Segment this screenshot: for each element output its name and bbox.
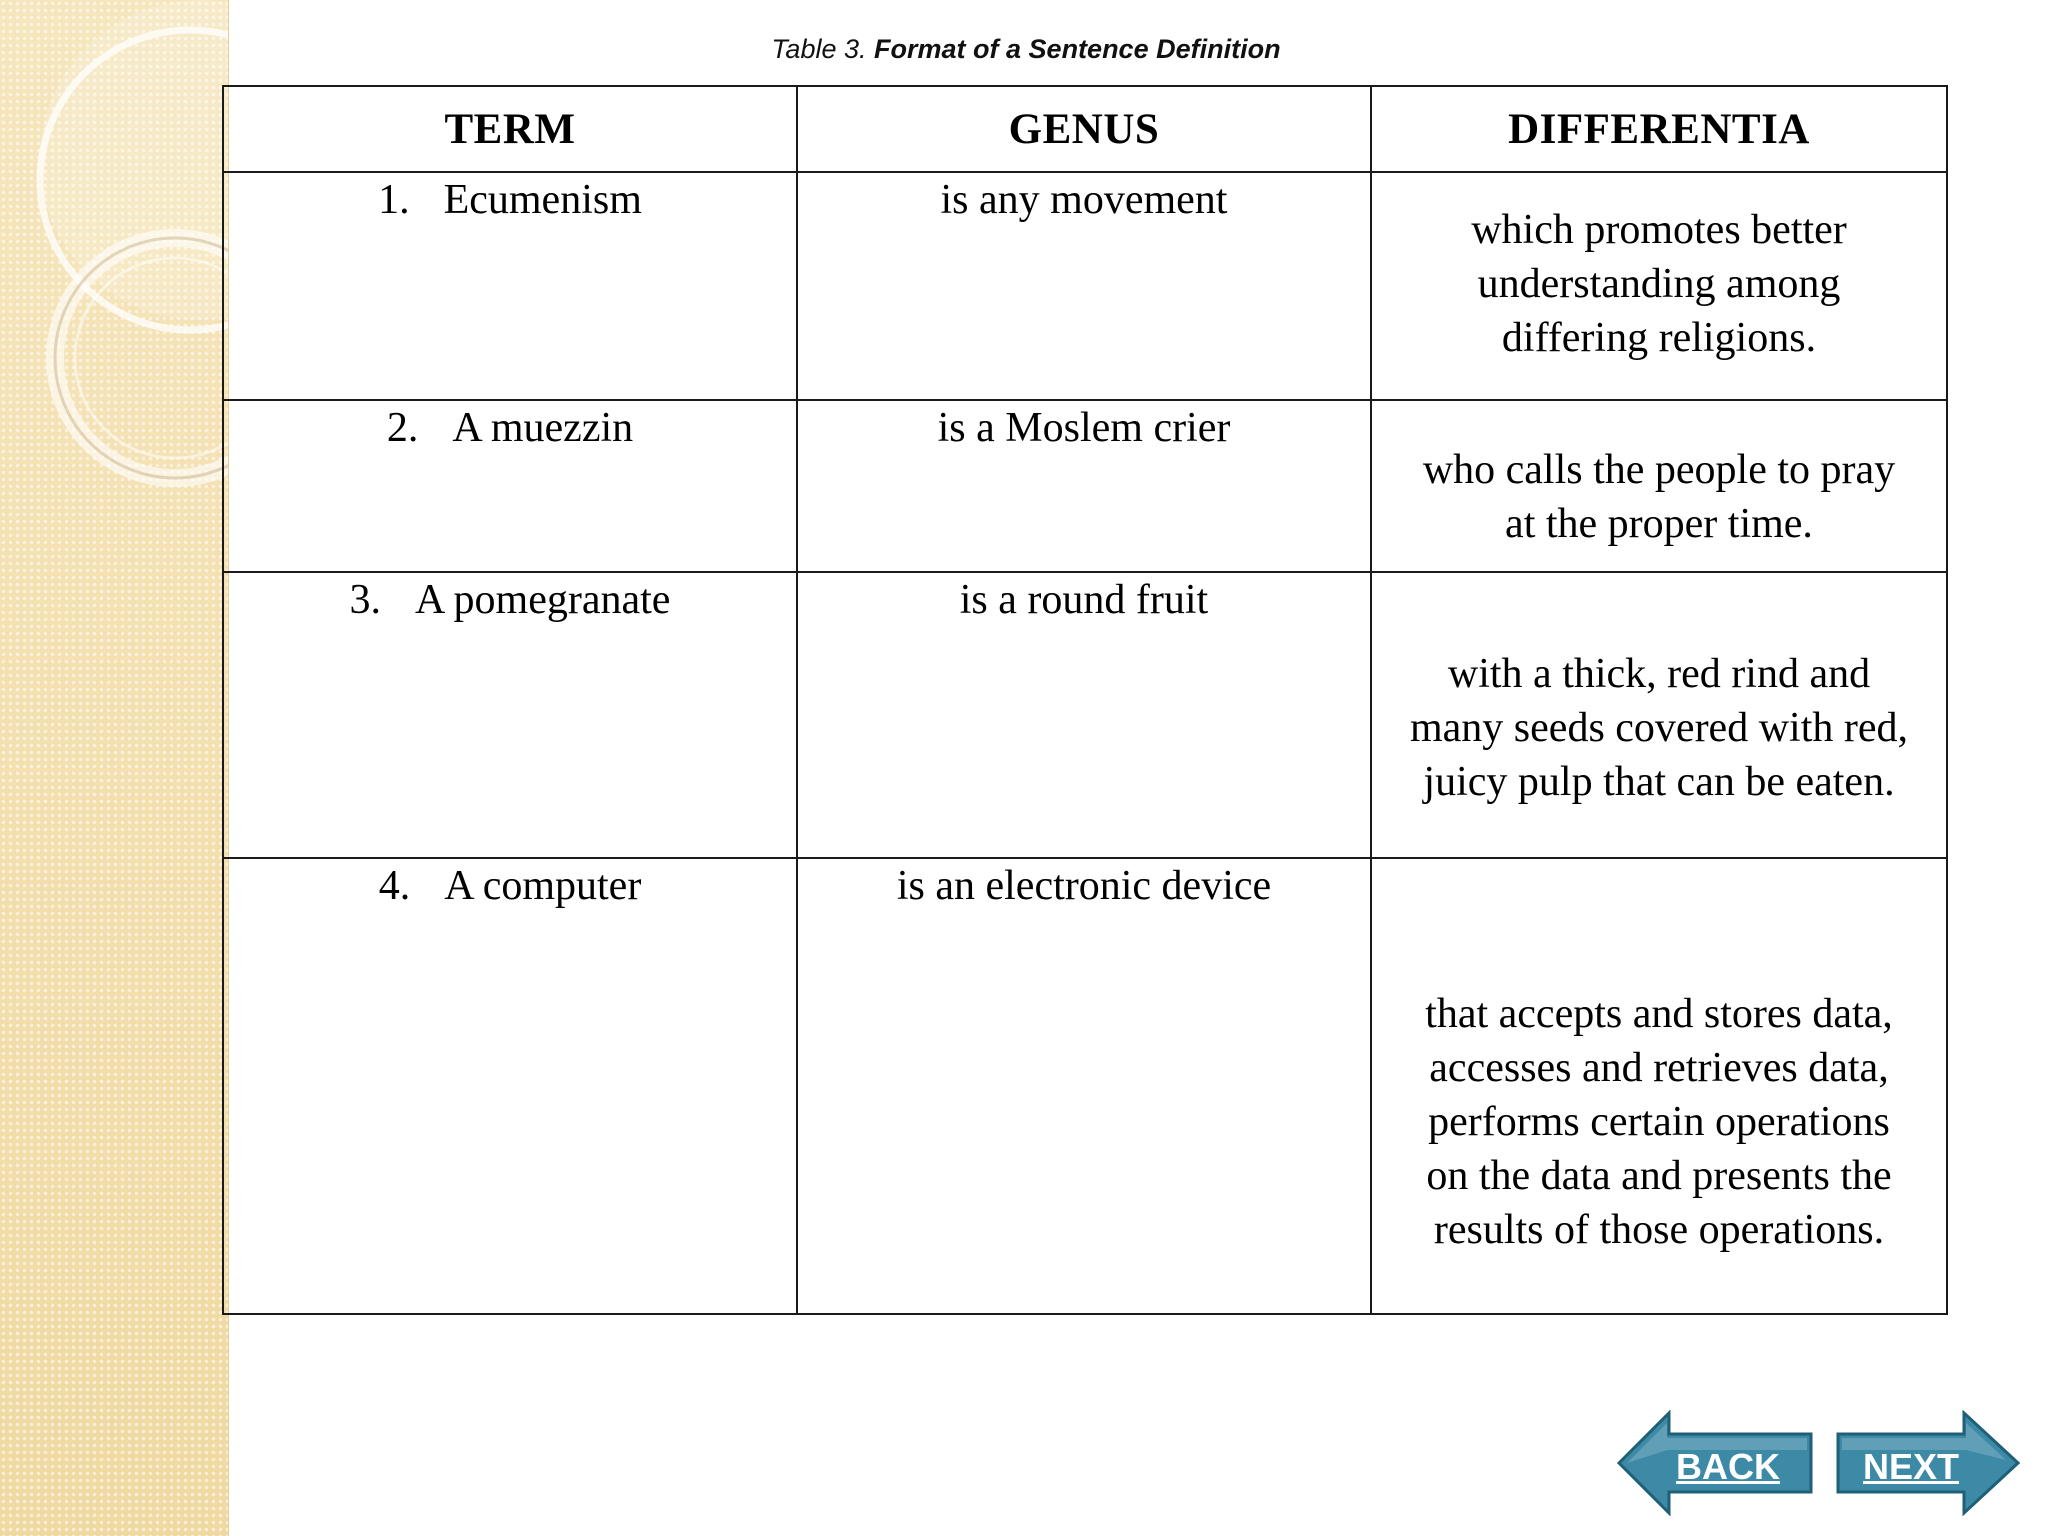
- back-label: BACK: [1676, 1446, 1780, 1487]
- term-cell: [223, 858, 797, 1314]
- term-cell: [223, 172, 797, 400]
- differentia-line: which promotes better: [1471, 207, 1847, 253]
- term-text: Ecumenism: [443, 177, 642, 223]
- next-button[interactable]: [1836, 1410, 2020, 1516]
- term-cell: [223, 572, 797, 858]
- term-cell: [223, 400, 797, 572]
- differentia-line: on the data and presents the: [1426, 1153, 1892, 1199]
- term-text: A muezzin: [452, 405, 634, 451]
- differentia-line: with a thick, red rind and: [1447, 651, 1871, 697]
- table-row: [223, 858, 1947, 1314]
- item-number: 4.: [378, 863, 411, 909]
- genus-cell: is a round fruit: [797, 572, 1371, 858]
- term-text: A pomegranate: [415, 577, 671, 623]
- header-genus: GENUS: [797, 86, 1371, 172]
- differentia-line: juicy pulp that can be eaten.: [1423, 759, 1895, 805]
- differentia-line: results of those operations.: [1433, 1207, 1885, 1253]
- back-button[interactable]: [1617, 1410, 1813, 1516]
- differentia-line: at the proper time.: [1505, 501, 1813, 547]
- caption-lead: Table 3.: [771, 34, 867, 64]
- decorative-rings-icon: [0, 0, 228, 520]
- header-term: TERM: [223, 86, 797, 172]
- definition-table: [222, 85, 1948, 1315]
- item-number: 1.: [378, 177, 410, 223]
- differentia-cell: [1371, 858, 1947, 1314]
- differentia-line: understanding among: [1477, 261, 1841, 307]
- table-row: [223, 172, 1947, 400]
- differentia-line: performs certain operations: [1428, 1099, 1890, 1145]
- decorative-sidebar: [0, 0, 229, 1536]
- table-row: [223, 572, 1947, 858]
- differentia-line: who calls the people to pray: [1422, 447, 1896, 493]
- table-caption: [228, 34, 1824, 65]
- differentia-line: accesses and retrieves data,: [1429, 1045, 1889, 1091]
- caption-title: Format of a Sentence Definition: [874, 34, 1281, 64]
- genus-cell: is an electronic device: [797, 858, 1371, 1314]
- differentia-cell: [1371, 400, 1947, 572]
- differentia-cell: [1371, 572, 1947, 858]
- term-text: A computer: [444, 863, 642, 909]
- differentia-cell: [1371, 172, 1947, 400]
- item-number: 3.: [349, 577, 382, 623]
- genus-cell: is a Moslem crier: [797, 400, 1371, 572]
- differentia-line: many seeds covered with red,: [1410, 705, 1908, 751]
- item-number: 2.: [386, 405, 419, 451]
- table-row: [223, 400, 1947, 572]
- differentia-line: differing religions.: [1501, 315, 1817, 361]
- differentia-line: that accepts and stores data,: [1425, 991, 1893, 1037]
- genus-cell: is any movement: [797, 172, 1371, 400]
- header-differentia: DIFFERENTIA: [1371, 86, 1947, 172]
- next-label: NEXT: [1862, 1446, 1959, 1487]
- table-header-row: [223, 86, 1947, 172]
